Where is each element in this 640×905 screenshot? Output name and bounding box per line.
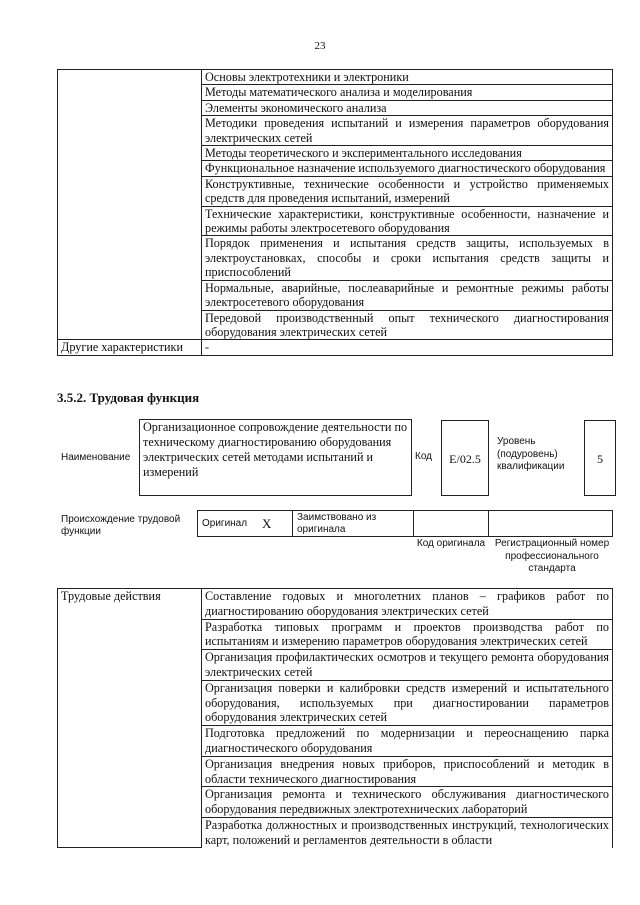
labor-action-item: Организация профилактических осмотров и текущего ремонта оборудования электрических сетей — [202, 650, 613, 681]
origin-table — [197, 510, 613, 537]
qualification-level-value: 5 — [597, 452, 603, 466]
original-label: Оригинал — [198, 511, 259, 537]
knowledge-item: Функциональное назначение используемого диагностического оборудования — [202, 161, 613, 176]
knowledge-item: Конструктивные, технические особенности и устройство применяемых средств для проведения испытаний, измерений — [202, 176, 613, 206]
knowledge-item: Методы математического анализа и моделирования — [202, 85, 613, 100]
knowledge-item: Элементы экономического анализа — [202, 100, 613, 115]
section-title: 3.5.2. Трудовая функция — [57, 390, 200, 405]
registration-number-caption: Регистрационный номер профессионального стандарта — [494, 538, 610, 574]
borrowed-label: Заимствовано из оригинала — [293, 511, 414, 537]
labor-action-item: Организация внедрения новых приборов, приспособлений и методик в области технического диагностирования — [202, 756, 613, 787]
knowledge-item: Технические характеристики, конструктивные особенности, назначение и режимы работы электросетевого оборудования — [202, 206, 613, 236]
labor-action-item: Составление годовых и многолетних планов – графиков работ по диагностированию оборудования электрических сетей — [202, 589, 613, 620]
knowledge-table — [57, 69, 613, 356]
function-name-box: Организационное сопровождение деятельности по техническому диагностированию оборудования электрических сетей методами испытаний и измерений — [139, 419, 412, 496]
labor-action-item: Разработка типовых программ и проектов производства работ по испытаниям и измерению параметров оборудования электрических сетей — [202, 619, 613, 650]
labor-action-item: Организация поверки и калибровки средств измерений и испытательного оборудования, используемых при диагностировании параметров оборудования электрических сетей — [202, 680, 613, 725]
labor-action-item: Разработка должностных и производственных инструкций, технологических карт, положений и регламентов деятельности в области — [202, 817, 613, 847]
original-code-caption: Код оригинала — [416, 538, 486, 549]
code-label: Код — [415, 451, 433, 462]
origin-label: Происхождение трудовой функции — [61, 514, 181, 537]
name-label: Наименование — [61, 452, 131, 463]
function-code-value: E/02.5 — [449, 452, 481, 466]
original-code-cell — [414, 511, 489, 537]
knowledge-item: Порядок применения и испытания средств защиты, используемых в электроустановках, способы и сроки испытания средств защиты и приспособлений — [202, 236, 613, 280]
qualification-level-label: Уровень (подуровень) квалификации — [497, 436, 565, 472]
labor-action-item: Подготовка предложений по модернизации и переоснащению парка диагностического оборудования — [202, 726, 613, 757]
knowledge-item: Основы электротехники и электроники — [202, 70, 613, 85]
registration-number-cell — [489, 511, 613, 537]
function-code-box — [441, 420, 489, 496]
labor-action-item: Организация ремонта и технического обслуживания диагностического оборудования передвижных электротехнических лабораторий — [202, 787, 613, 818]
other-characteristics-value: - — [202, 340, 613, 355]
other-characteristics-label: Другие характеристики — [58, 340, 202, 355]
knowledge-item: Методы теоретического и экспериментального исследования — [202, 146, 613, 161]
page-number: 23 — [314, 40, 326, 52]
knowledge-table-left-cell — [58, 70, 202, 340]
original-mark: X — [258, 511, 293, 537]
knowledge-item: Методики проведения испытаний и измерения параметров оборудования электрических сетей — [202, 116, 613, 146]
knowledge-item: Нормальные, аварийные, послеаварийные и ремонтные режимы работы электросетевого оборудования — [202, 280, 613, 310]
knowledge-item: Передовой производственный опыт технического диагностирования оборудования электрических сетей — [202, 310, 613, 340]
qualification-level-box — [584, 420, 616, 496]
labor-actions-table — [57, 588, 613, 848]
labor-actions-label: Трудовые действия — [58, 589, 202, 848]
